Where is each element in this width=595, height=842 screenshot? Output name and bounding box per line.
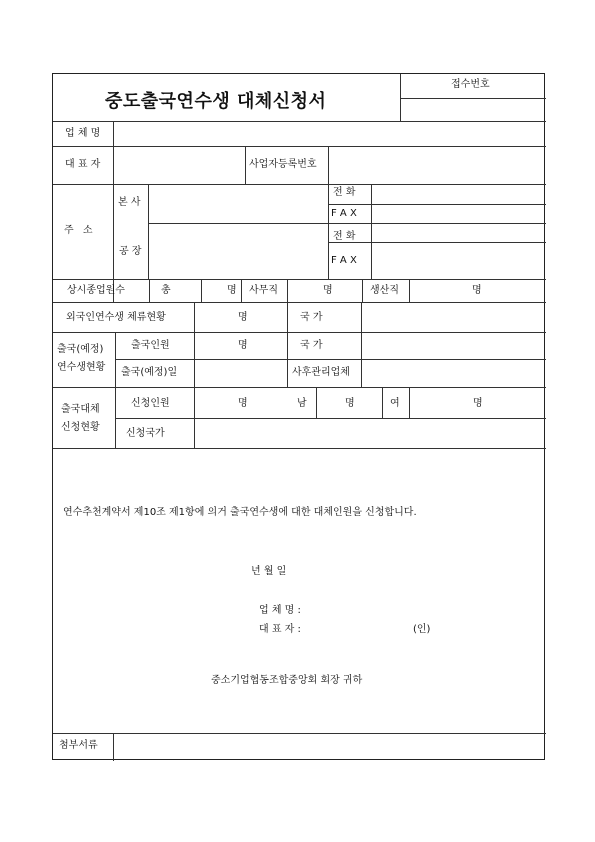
male-unit: 명 — [345, 398, 355, 409]
representative-field[interactable] — [114, 147, 244, 183]
foreign-trainee-status-label: 외국인연수생 체류현황 — [66, 312, 166, 323]
regular-employees-label: 상시종업원수 — [67, 285, 125, 296]
requested-count-unit: 명 — [238, 398, 248, 409]
factory-label: 공 장 — [119, 246, 142, 257]
production-staff-label: 생산직 — [370, 285, 399, 296]
head-office-label: 본 사 — [118, 197, 141, 208]
female-unit: 명 — [473, 398, 483, 409]
phone-field-1[interactable] — [372, 185, 545, 203]
country-label-2: 국 가 — [300, 340, 323, 351]
departure-count-label: 출국인원 — [131, 340, 170, 351]
departure-date-label: 출국(예정)일 — [121, 367, 178, 378]
attachments-field[interactable] — [114, 734, 545, 759]
foreign-trainee-unit: 명 — [238, 312, 248, 323]
departure-country-field[interactable] — [362, 333, 545, 358]
replacement-label-line1: 출국대체 — [61, 404, 100, 415]
phone-field-2[interactable] — [372, 224, 545, 241]
phone-label-2: 전 화 — [333, 231, 356, 242]
attachments-label: 첨부서류 — [59, 740, 98, 751]
departure-label-line1: 출국(예정) — [57, 344, 104, 355]
business-reg-no-label: 사업자등록번호 — [249, 159, 317, 170]
departure-date-field[interactable] — [195, 360, 286, 386]
receipt-no-field[interactable] — [401, 99, 545, 120]
departure-label-line2: 연수생현황 — [57, 362, 106, 373]
factory-address-field[interactable] — [149, 224, 327, 278]
company-name-field[interactable] — [114, 122, 545, 145]
head-office-address-field[interactable] — [149, 185, 327, 222]
fax-field-1[interactable] — [372, 205, 545, 222]
signature-representative: 대 표 자 : — [259, 624, 301, 635]
departure-count-unit: 명 — [238, 340, 248, 351]
aftercare-company-field[interactable] — [362, 360, 545, 386]
address-label: 주 소 — [64, 225, 96, 236]
application-statement: 연수추천계약서 제10조 제1항에 의거 출국연수생에 대한 대체인원을 신청합니다. — [63, 507, 417, 518]
phone-label-1: 전 화 — [333, 187, 356, 198]
signature-company-name: 업 체 명 : — [259, 605, 301, 616]
replacement-label-line2: 신청현황 — [61, 422, 100, 433]
date-line: 년 월 일 — [251, 566, 287, 577]
foreign-trainee-country-field[interactable] — [362, 303, 545, 331]
aftercare-company-label: 사후관리업체 — [292, 367, 350, 378]
addressee: 중소기업협동조합중앙회 회장 귀하 — [211, 675, 363, 686]
total-label: 총 — [161, 285, 171, 296]
fax-field-2[interactable] — [372, 243, 545, 278]
business-reg-no-field[interactable] — [329, 147, 545, 183]
seal-mark: (인) — [413, 624, 431, 635]
country-label-1: 국 가 — [300, 312, 323, 323]
office-staff-unit: 명 — [323, 285, 333, 296]
total-unit: 명 — [227, 285, 237, 296]
form-title: 중도출국연수생 대체신청서 — [105, 91, 327, 112]
production-staff-unit: 명 — [472, 285, 482, 296]
representative-label: 대 표 자 — [65, 159, 101, 170]
fax-label-1: F A X — [331, 208, 357, 219]
office-staff-label: 사무직 — [249, 285, 278, 296]
requested-country-field[interactable] — [195, 419, 545, 447]
receipt-no-label: 접수번호 — [451, 79, 490, 90]
male-label: 남 — [297, 398, 307, 409]
requested-country-label: 신청국가 — [126, 428, 165, 439]
fax-label-2: F A X — [331, 255, 357, 266]
requested-count-label: 신청인원 — [131, 398, 170, 409]
company-name-label: 업 체 명 — [65, 128, 101, 139]
application-form — [52, 73, 545, 760]
female-label: 여 — [390, 398, 400, 409]
